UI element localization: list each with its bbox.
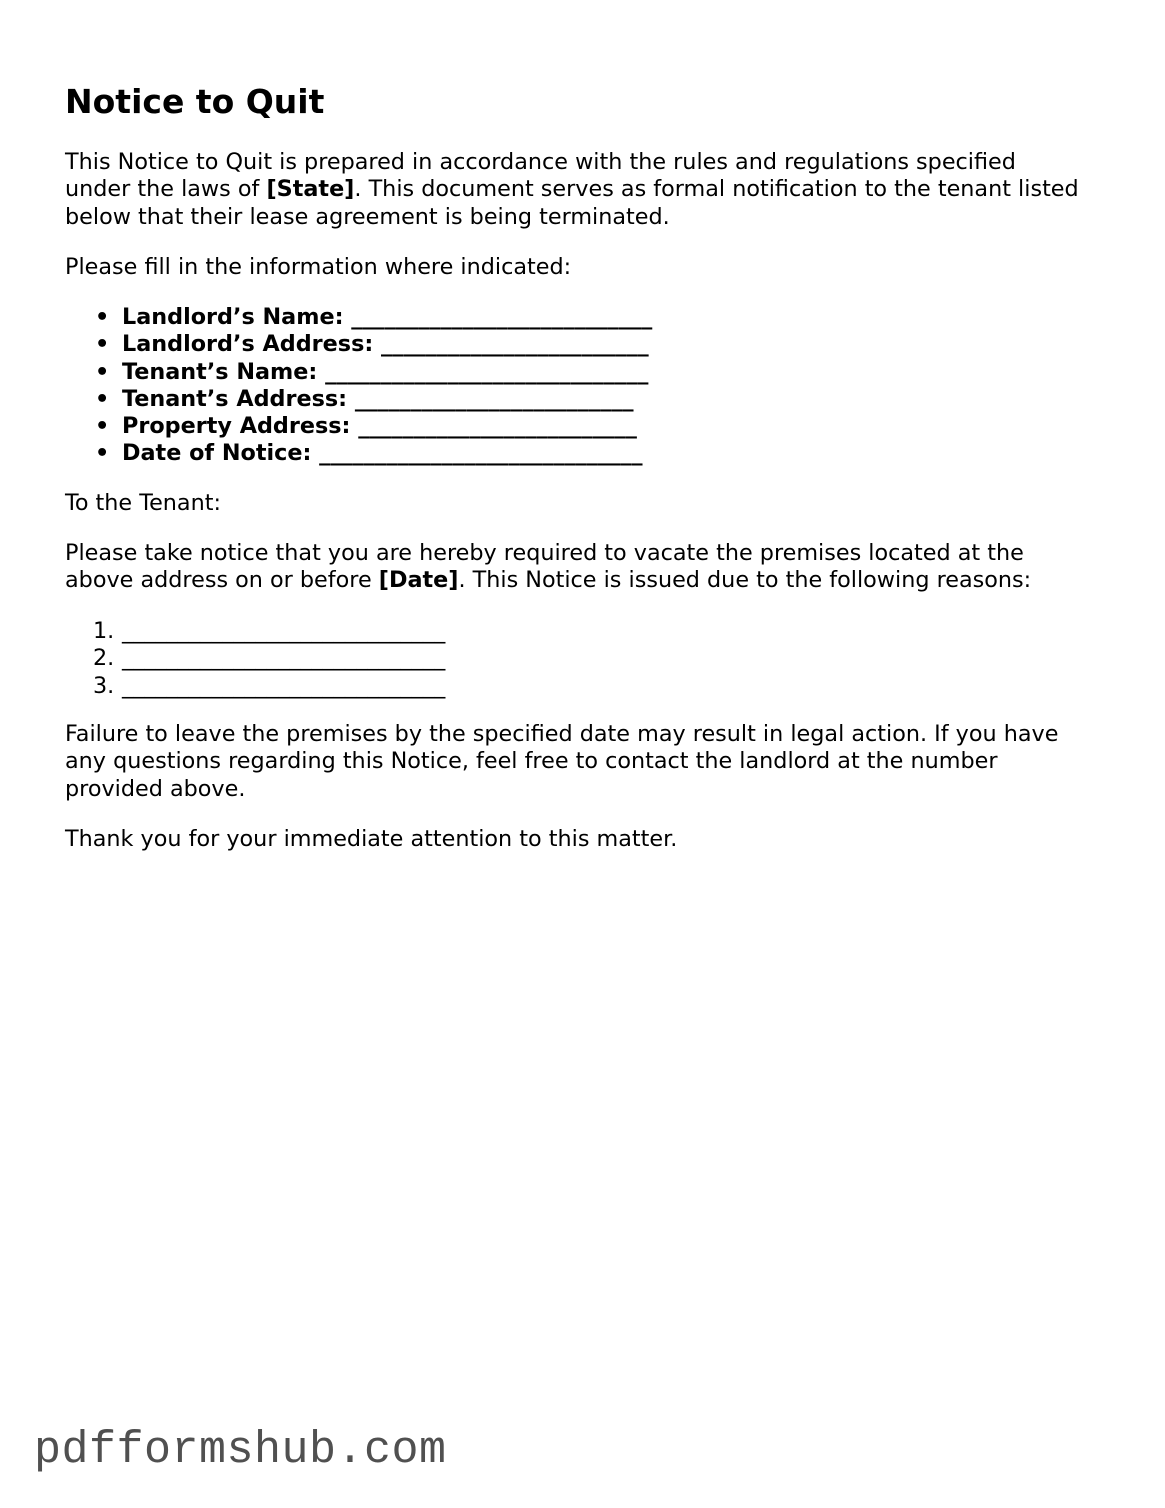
state-placeholder: [State]: [266, 176, 355, 203]
intro-line-3: below that their lease agreement is being terminated.: [65, 203, 670, 230]
reason-number: 3.: [93, 672, 115, 699]
intro-line-1: This Notice to Quit is prepared in accordance with the rules and regulations specified: [65, 149, 1016, 175]
reason-item-3[interactable]: [93, 673, 445, 700]
salutation-text: To the Tenant:: [65, 490, 221, 516]
notice-paragraph: [65, 540, 1125, 595]
failure-line-1: Failure to leave the premises by the specified date may result in legal action. If you have: [65, 721, 1059, 747]
bullet: •: [95, 331, 110, 358]
field-date-of-notice[interactable]: [95, 440, 652, 467]
field-label: Tenant’s Address: _________________________: [122, 385, 634, 412]
reason-number: 2.: [93, 645, 115, 672]
field-label: Landlord’s Name: ___________________________: [122, 304, 653, 330]
fields-list: [95, 304, 652, 468]
field-label: Property Address: _________________________: [122, 413, 637, 440]
field-tenant-address[interactable]: [95, 386, 652, 413]
reason-number: 1.: [93, 618, 115, 644]
failure-line-3: provided above.: [65, 775, 246, 802]
reason-item-2[interactable]: [93, 645, 445, 672]
bullet: •: [95, 304, 110, 330]
reasons-list: [93, 618, 445, 700]
notice-line-2-rest: . This Notice is issued due to the following reasons:: [458, 567, 1032, 594]
watermark-text: pdfformshub.com: [34, 1425, 447, 1476]
bullet: •: [95, 385, 110, 412]
failure-paragraph: [65, 721, 1125, 803]
intro-paragraph: [65, 149, 1125, 231]
reason-blank: _____________________________: [122, 618, 446, 644]
field-property-address[interactable]: [95, 413, 652, 440]
field-label: Landlord’s Address: ________________________: [122, 331, 649, 358]
bullet: •: [95, 358, 110, 385]
notice-line-1: Please take notice that you are hereby required to vacate the premises located at the: [65, 540, 1024, 566]
date-placeholder: [Date]: [378, 567, 459, 594]
field-tenant-name[interactable]: [95, 359, 652, 386]
failure-line-2: any questions regarding this Notice, feel free to contact the landlord at the number: [65, 748, 998, 775]
reason-item-1[interactable]: [93, 618, 445, 645]
reason-blank: _____________________________: [122, 645, 446, 672]
notice-line-2-text: above address on or before: [65, 567, 379, 594]
instruction-text: Please fill in the information where indicated:: [65, 254, 572, 280]
field-landlord-address[interactable]: [95, 331, 652, 358]
field-label: Tenant’s Name: _____________________________: [122, 358, 649, 385]
intro-line-2-text: under the laws of: [65, 176, 267, 203]
document-title: Notice to Quit: [65, 82, 325, 121]
intro-line-2: [65, 176, 1125, 203]
notice-line-2: [65, 567, 1125, 594]
bullet: •: [95, 440, 110, 467]
closing-text: Thank you for your immediate attention to this matter.: [65, 826, 678, 852]
intro-line-2-rest: . This document serves as formal notification to the tenant listed: [354, 176, 1079, 203]
field-label: Date of Notice: _____________________________: [122, 440, 643, 467]
reason-blank: _____________________________: [122, 672, 446, 699]
bullet: •: [95, 413, 110, 440]
field-landlord-name[interactable]: [95, 304, 652, 331]
